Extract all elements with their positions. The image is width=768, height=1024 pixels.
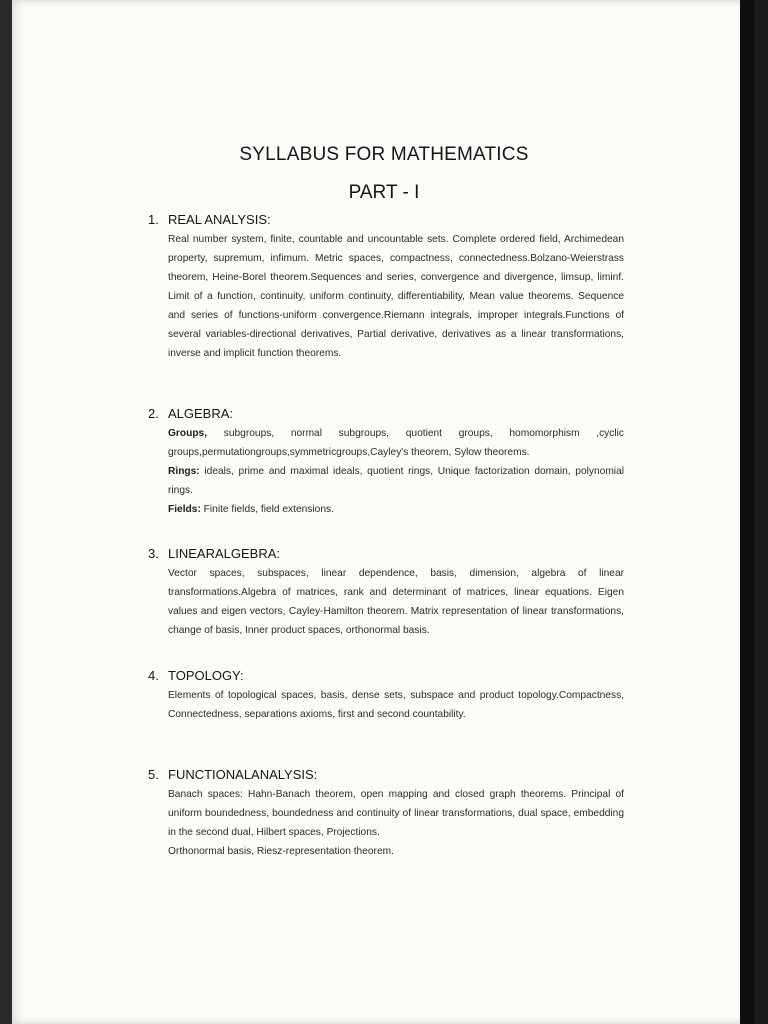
section-paragraph: Rings: ideals, prime and maximal ideals, quotient rings, Unique factorization domain, polynomial rings. — [168, 466, 624, 496]
section-paragraph: Real number system, finite, countable and uncountable sets. Complete ordered field, Archimedean property, supremum, infimum. Metric spaces, compactness, connectedness.Bolzano-Weierstrass theorem, Heine-Borel theorem.Sequences and series, convergence and divergence, limsup, liminf. Limit of a function, continuity, uniform continuity, differentiability, Mean value theorems. Sequence and series of functions-uniform convergence.Riemann integrals, improper integrals.Functions of several variables-directional derivatives, Partial derivative, derivatives as a linear transformations, inverse and implicit function theorems. — [168, 234, 624, 359]
section-number: 4. — [148, 668, 159, 683]
section-heading — [148, 212, 624, 227]
section-paragraph: Groups, subgroups, normal subgroups, quotient groups, homomorphism ,cyclic groups,permutationgroups,symmetricgroups,Cayley's theorem, Sylow theorems. — [168, 428, 624, 458]
section-heading — [148, 406, 624, 421]
section-number: 5. — [148, 767, 159, 782]
document-title: SYLLABUS FOR MATHEMATICS — [239, 144, 529, 165]
section-number: 2. — [148, 406, 159, 421]
section-title: REAL ANALYSIS: — [168, 212, 271, 227]
section-number: 3. — [148, 546, 159, 561]
section-linear-algebra — [148, 546, 624, 640]
section-paragraph: Vector spaces, subspaces, linear dependence, basis, dimension, algebra of linear transformations.Algebra of matrices, rank and determinant of matrices, linear equations. Eigen values and eigen vectors, Cayley-Hamilton theorem. Matrix representation of linear transformations, change of basis, Inner product spaces, orthonormal basis. — [168, 568, 624, 636]
part-heading: PART - I — [348, 182, 420, 203]
section-title: FUNCTIONALANALYSIS: — [168, 767, 318, 782]
section-title: TOPOLOGY: — [168, 668, 244, 683]
section-topology — [148, 668, 624, 724]
section-real-analysis — [148, 212, 624, 363]
section-title: LINEARALGEBRA: — [168, 546, 280, 561]
section-paragraph: Orthonormal basis, Riesz-representation theorem. — [168, 846, 394, 857]
section-title: ALGEBRA: — [168, 406, 234, 421]
section-functional-analysis — [148, 767, 624, 861]
section-algebra — [148, 406, 624, 519]
section-heading — [148, 668, 624, 683]
section-paragraph: Elements of topological spaces, basis, dense sets, subspace and product topology.Compactness, Connectedness, separations axioms, first and second countability. — [168, 690, 624, 720]
section-paragraph: Fields: Finite fields, field extensions. — [168, 504, 334, 515]
section-heading — [148, 767, 624, 782]
section-number: 1. — [148, 212, 159, 227]
section-paragraph: Banach spaces: Hahn-Banach theorem, open mapping and closed graph theorems. Principal of uniform boundedness, boundedness and continuity of linear transformations, dual space, embedding in the second dual, Hilbert spaces, Projections. — [168, 789, 624, 838]
section-heading — [148, 546, 624, 561]
